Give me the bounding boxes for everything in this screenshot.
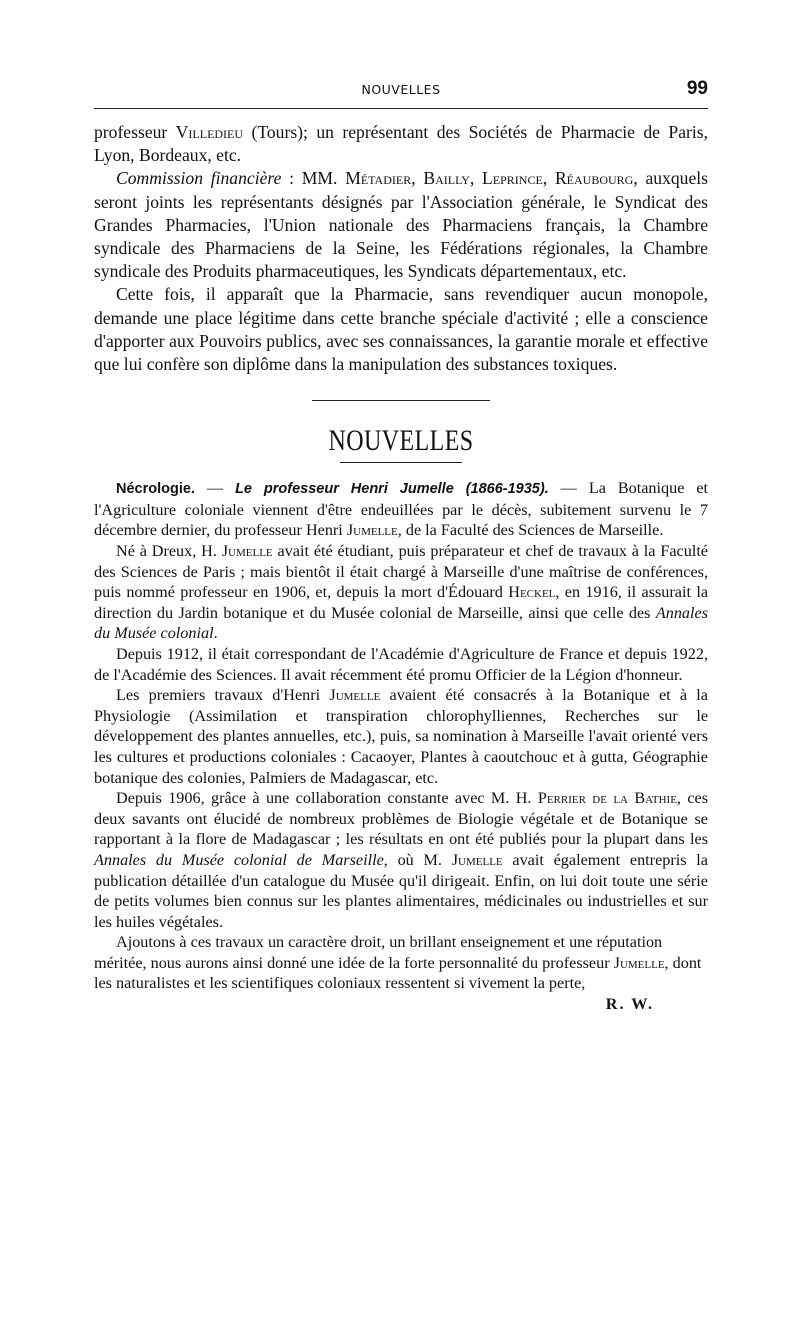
- paragraph: [94, 685, 708, 788]
- text: , en 1916, il assurait la direction du Jardin botanique et du Musée colonial de Marseille, ainsi que celle des: [94, 583, 709, 622]
- person-name: Jumelle: [346, 521, 398, 540]
- person-name: Jumelle: [451, 850, 503, 869]
- lead-title: Le professeur Henri Jumelle (1866-1935).: [235, 481, 549, 498]
- text: , ces deux savants ont élucidé de nombreux problèmes de Biologie végétale et de Botanique se rapportant à la flore de Madagascar ; les résultats en ont été publiés pour la plupart dans les: [94, 789, 708, 849]
- person-name: Jumelle: [329, 686, 381, 705]
- text: avait été étudiant, puis préparateur et chef de travaux à la Faculté des Sciences de Paris ; mais bientôt il était chargé à Marseille d'une maîtrise de conférences, puis nommé professeur en 1906, et, depuis la mort d'Édouard: [94, 542, 708, 602]
- text: Né à Dreux, H.: [116, 542, 222, 561]
- text: ,: [411, 168, 424, 189]
- person-name: Réaubourg: [554, 168, 634, 189]
- publication-title: Annales du Musée colonial: [94, 603, 708, 643]
- text: avaient été consacrés à la Botanique et à la Physiologie (Assimilation et transpiration chlorophylliennes, Recherches sur le développement des plantes annuelles, etc.), puis, sa nomination à Marseille l'avait orienté vers les cultures et productions coloniales : Cacaoyer, Plantes à caoutchouc et à gutta, Géographie botanique des colonies, Palmiers de Madagascar, etc.: [94, 686, 708, 787]
- person-name: Leprince: [482, 168, 543, 189]
- text: , dont les naturalistes et les scientifiques coloniaux ressentent si vivement la perte,: [94, 953, 702, 993]
- text: (Tours); un représentant des Sociétés de Pharmacie de Paris, Lyon, Bordeaux, etc.: [94, 122, 708, 166]
- paragraph: [94, 478, 708, 541]
- text: , auxquels seront joints les représentants désignés par l'Association générale, le Syndicat des Grandes Pharmacies, l'Union nationale des Pharmaciens français, la Chambre syndicale des Pharmaciens de la Seine, les Fédérations régionales, la Chambre syndicale des Produits pharmaceutiques, les Syndicats départementaux, etc.: [94, 168, 709, 282]
- running-title: NOUVELLES: [361, 82, 441, 97]
- text: , où M.: [383, 850, 452, 869]
- text: , de la Faculté des Sciences de Marseille.: [397, 521, 664, 540]
- page-number: 99: [686, 78, 708, 99]
- text: —: [548, 479, 589, 498]
- title-underline: [340, 462, 462, 463]
- text: Depuis 1906, grâce à une collaboration constante avec M. H.: [116, 789, 538, 808]
- person-name: Heckel: [508, 583, 556, 602]
- person-name: Villedieu: [175, 122, 244, 142]
- person-name: Perrier de la Bathie: [537, 789, 677, 808]
- paragraph: [94, 788, 708, 932]
- paragraph: [94, 167, 708, 283]
- text: —: [194, 479, 236, 498]
- section-title: NOUVELLES: [328, 424, 474, 458]
- commission-label: Commission financière: [116, 168, 282, 189]
- text: : MM.: [281, 168, 346, 189]
- text: professeur: [94, 122, 176, 142]
- text: avait également entrepris la publication détaillée d'un catalogue du Musée qu'il dirigeait. Enfin, on lui doit toute une série de petits volumes bien connus sur les plantes alimentaires, médicinales ou industrielles et sur les huiles végétales.: [94, 850, 708, 931]
- lead-label: Nécrologie.: [116, 481, 195, 498]
- person-name: Bailly: [423, 168, 470, 189]
- running-header: [94, 78, 708, 106]
- previous-article-continuation: [94, 121, 708, 376]
- page: [94, 78, 708, 1015]
- header-rule: [94, 108, 708, 109]
- separator-rule: [312, 400, 490, 401]
- text: ,: [469, 168, 483, 189]
- paragraph: [94, 541, 708, 644]
- publication-title: Annales du Musée colonial de Marseille: [94, 850, 384, 869]
- text: La Botanique et l'Agriculture coloniale viennent d'être endeuillées par le décès, subitement survenu le 7 décembre dernier, du professeur Henri: [94, 479, 709, 540]
- person-name: Métadier: [345, 168, 412, 189]
- person-name: Jumelle: [221, 542, 273, 561]
- text: Ajoutons à ces travaux un caractère droit, un brillant enseignement et une réputation méritée, nous aurons ainsi donné une idée de la forte personnalité du professeur: [94, 933, 663, 972]
- paragraph: [94, 932, 708, 1014]
- obituary-article: [94, 478, 709, 1014]
- paragraph: Depuis 1912, il était correspondant de l'Académie d'Agriculture de France et depuis 1922, de l'Académie des Sciences. Il avait récemment été promu Officier de la Légion d'honneur.: [94, 644, 708, 684]
- author-signature: R. W.: [605, 995, 654, 1014]
- paragraph: Cette fois, il apparaît que la Pharmacie, sans revendiquer aucun monopole, demande une place légitime dans cette branche spéciale d'activité ; elle a conscience d'apporter aux Pouvoirs publics, avec ses connaissances, la garantie morale et effective que lui confère son diplôme dans la manipulation des substances toxiques.: [94, 284, 708, 375]
- text: ,: [542, 168, 555, 189]
- text: Les premiers travaux d'Henri: [116, 686, 330, 705]
- person-name: Jumelle: [613, 953, 665, 972]
- text: .: [213, 624, 218, 643]
- paragraph: [94, 121, 708, 167]
